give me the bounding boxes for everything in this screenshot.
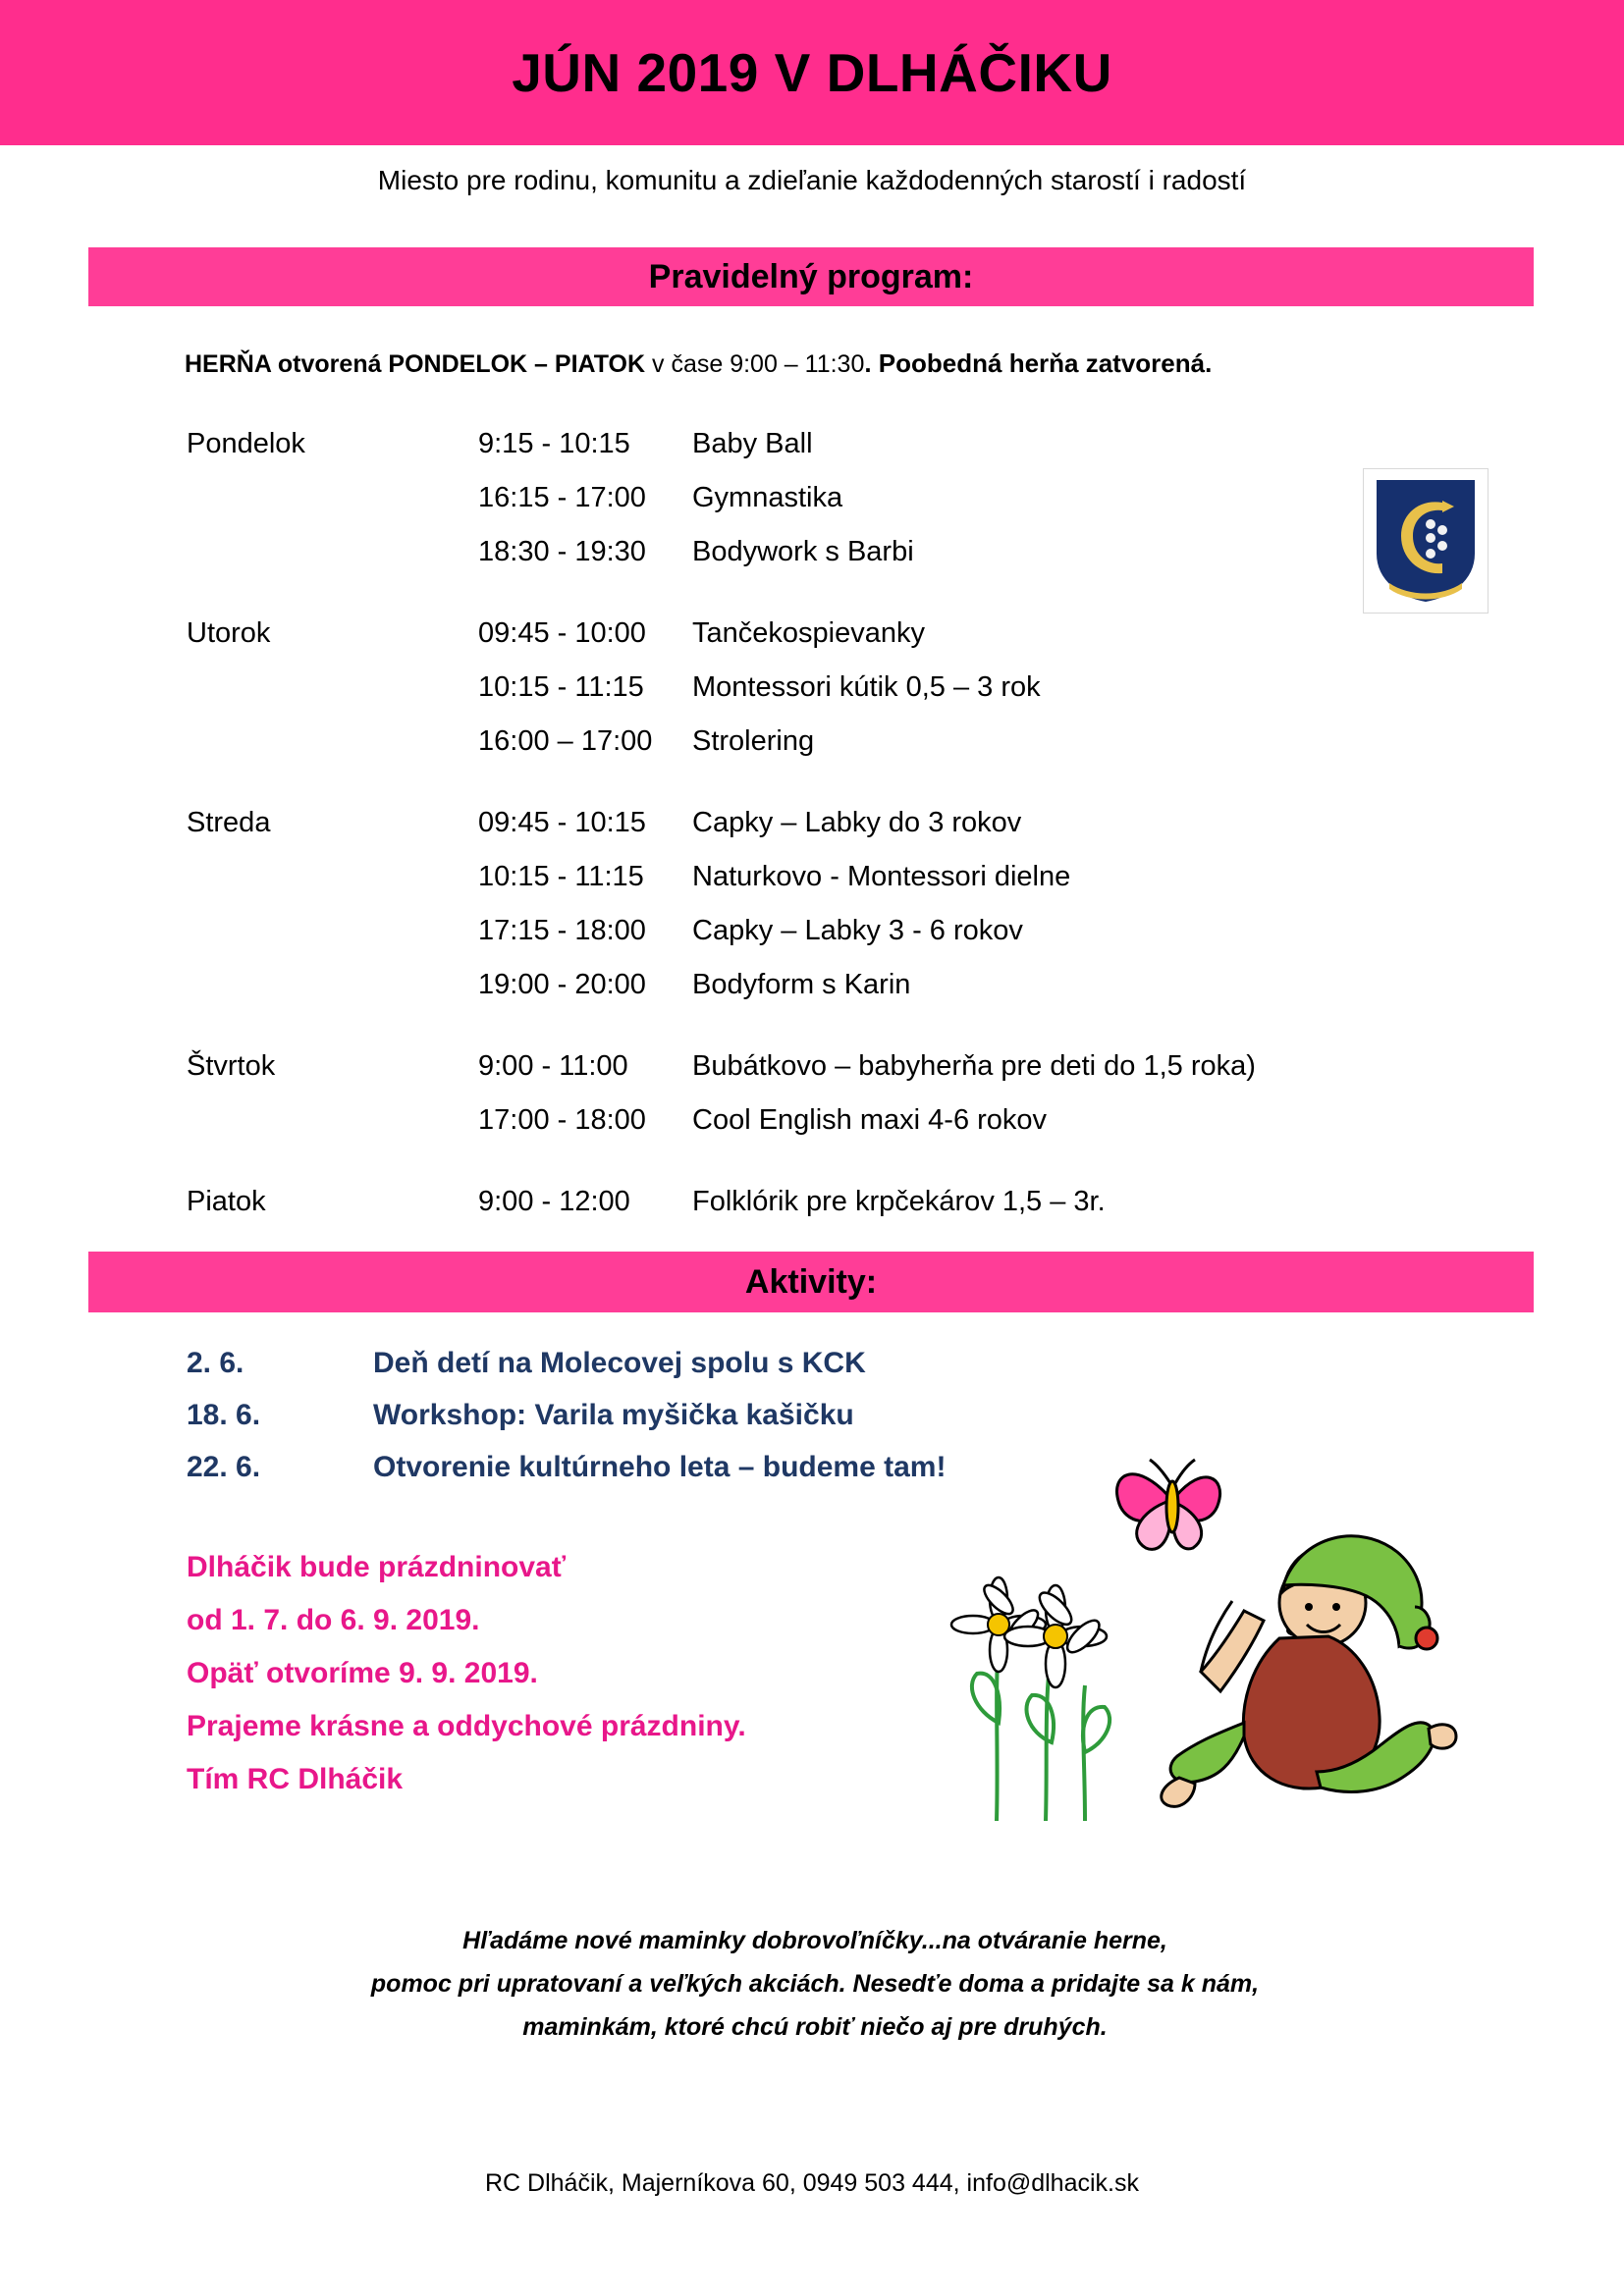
schedule-time: 18:30 - 19:30 [478,536,646,567]
schedule-row [478,1175,1542,1229]
schedule-time: 16:15 - 17:00 [478,482,646,513]
playroom-lead: HERŇA otvorená PONDELOK – PIATOK [185,350,646,378]
schedule-row [478,715,1542,769]
schedule-row [478,1094,1542,1148]
schedule-time: 10:15 - 11:15 [478,671,644,703]
weekly-schedule [187,417,1542,1256]
schedule-activity: Baby Ball [692,428,813,459]
schedule-row [478,661,1542,715]
holiday-line: Prajeme krásne a oddychové prázdniny. [187,1710,746,1742]
section-header-activities: Aktivity: [88,1252,1534,1312]
playroom-tail: . Poobedná herňa zatvorená. [864,348,1213,378]
day-label: Utorok [187,617,271,649]
day-block-wednesday [187,796,1542,1012]
volunteer-note [236,1919,1394,2049]
schedule-row [478,417,1542,471]
activity-date: 2. 6. [187,1347,244,1379]
schedule-time: 16:00 – 17:00 [478,725,653,757]
schedule-activity: Bodyform s Karin [692,969,911,1000]
schedule-activity: Folklórik pre krpčekárov 1,5 – 3r. [692,1186,1106,1217]
coat-of-arms-icon [1363,468,1489,614]
schedule-row [478,1040,1542,1094]
schedule-time: 09:45 - 10:15 [478,807,646,838]
day-label: Piatok [187,1186,266,1217]
day-block-thursday [187,1040,1542,1148]
schedule-time: 17:15 - 18:00 [478,915,646,946]
schedule-time: 09:45 - 10:00 [478,617,646,649]
schedule-activity: Bodywork s Barbi [692,536,914,567]
day-block-friday [187,1175,1542,1229]
holiday-line: Dlháčik bude prázdninovať [187,1551,567,1583]
volunteer-line: pomoc pri upratovaní a veľkých akciách. Nesedťe doma a pridajte sa k nám, [370,1970,1260,1998]
child-with-butterfly-illustration [938,1428,1488,1841]
day-label: Streda [187,807,271,838]
schedule-activity: Cool English maxi 4-6 rokov [692,1104,1048,1136]
playroom-hours-line [185,348,1540,379]
schedule-time: 9:15 - 10:15 [478,428,630,459]
day-label: Štvrtok [187,1050,276,1082]
day-block-tuesday [187,607,1542,769]
schedule-activity: Strolering [692,725,815,757]
footer-contact: RC Dlháčik, Majerníkova 60, 0949 503 444, info@dlhacik.sk [484,2169,1139,2197]
subtitle: Miesto pre rodinu, komunitu a zdieľanie každodenných starostí i radostí [377,165,1247,195]
activity-text: Workshop: Varila myšička kašičku [373,1399,854,1431]
section-header-regular-program: Pravidelný program: [88,247,1534,306]
holiday-line: Opäť otvoríme 9. 9. 2019. [187,1657,538,1689]
schedule-time: 9:00 - 11:00 [478,1050,628,1082]
volunteer-line: Hľadáme nové maminky dobrovoľníčky...na otváranie herne, [462,1927,1167,1954]
schedule-time: 19:00 - 20:00 [478,969,646,1000]
schedule-row [478,607,1542,661]
schedule-time: 10:15 - 11:15 [478,861,644,892]
schedule-activity: Gymnastika [692,482,843,513]
title-banner [0,0,1624,145]
schedule-row [478,904,1542,958]
day-label: Pondelok [187,428,305,459]
schedule-activity: Bubátkovo – babyherňa pre deti do 1,5 roka) [692,1050,1256,1082]
schedule-time: 9:00 - 12:00 [478,1186,630,1217]
activity-item [187,1337,1542,1389]
schedule-row [478,796,1542,850]
schedule-row [478,958,1542,1012]
schedule-activity: Capky – Labky 3 - 6 rokov [692,915,1023,946]
schedule-activity: Naturkovo - Montessori dielne [692,861,1071,892]
day-block-monday [187,417,1542,579]
activity-date: 22. 6. [187,1451,261,1483]
playroom-middle: v čase 9:00 – 11:30 [645,350,865,378]
holiday-line: Tím RC Dlháčik [187,1763,404,1795]
activity-text: Deň detí na Molecovej spolu s KCK [373,1347,866,1379]
holiday-line: od 1. 7. do 6. 9. 2019. [187,1604,480,1636]
schedule-row [478,850,1542,904]
volunteer-line: maminkám, ktoré chcú robiť niečo aj pre druhých. [522,2013,1108,2041]
schedule-activity: Tančekospievanky [692,617,925,649]
activity-date: 18. 6. [187,1399,261,1431]
schedule-activity: Montessori kútik 0,5 – 3 rok [692,671,1041,703]
schedule-activity: Capky – Labky do 3 rokov [692,807,1022,838]
page-title: JÚN 2019 V DLHÁČIKU [512,42,1112,103]
schedule-time: 17:00 - 18:00 [478,1104,646,1136]
holiday-note [187,1541,933,1806]
activity-text: Otvorenie kultúrneho leta – budeme tam! [373,1451,947,1483]
